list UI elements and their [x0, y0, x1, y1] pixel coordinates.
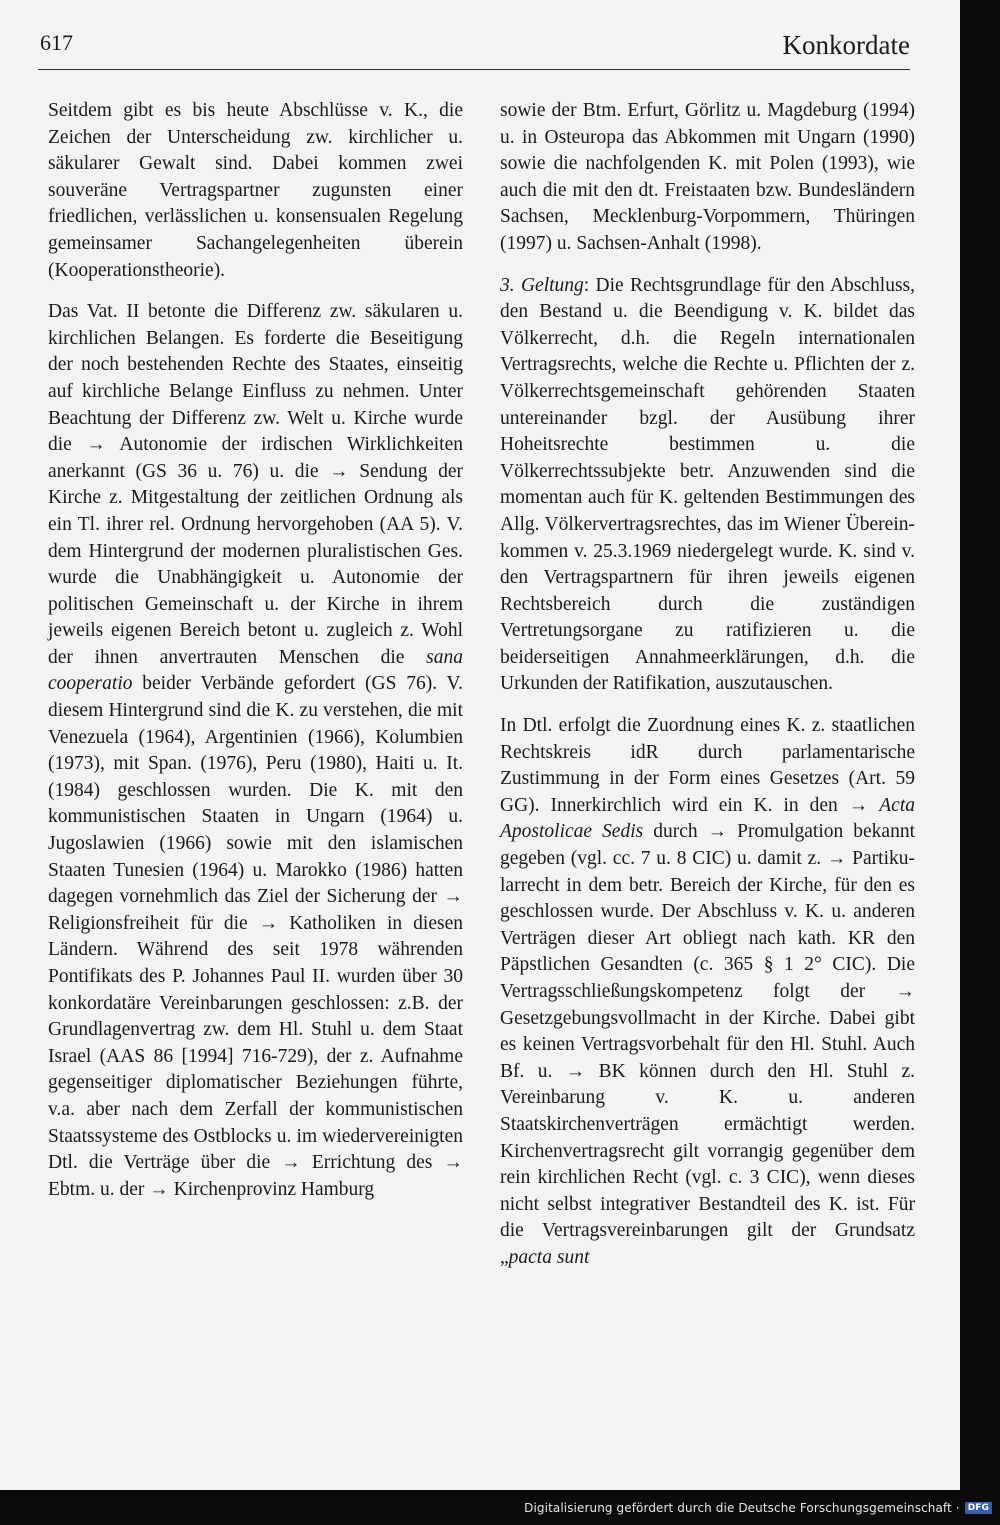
credit-text: Digitalisierung gefördert durch die Deutsche Forschungsgemeinschaft ·	[524, 1501, 960, 1515]
paragraph: Seitdem gibt es bis heute Abschlüsse v. K., die Zeichen der Unterscheidung zw. kirchlicher u. säkularer Gewalt sind. Dabei kommen zwei souveräne Vertragspartner zugunsten einer friedlichen, verlässlichen u. konsensualen Regelung gemeinsamer Sachangelegenheiten überein (Kooperationstheorie).	[48, 100, 463, 281]
running-title: Konkordate	[782, 30, 910, 60]
right-column	[500, 98, 915, 1287]
paragraph: Das Vat. II betonte die Differenz zw. säkularen u. kirchlichen Belangen. Es forderte die Beseitigung der noch bestehenden Rechte des Staates, einseitig auf kirchliche Belange Einfluss zu nehmen. Unter Beachtung der Differenz zw. Welt u. Kirche wurde die → Autonomie der irdischen Wirklichkeiten anerkannt (GS 36 u. 76) u. die → Sendung der Kirche z. Mitgestaltung der zeitlichen Ordnung als ein Tl. ihrer rel. Ordnung hervorgehoben (AA 5). V. dem Hintergrund der modernen pluralistischen Ges. wurde die Unabhängigkeit u. Autonomie der politischen Gemeinschaft u. der Kirche in ihrem jeweils eigenen Bereich betont u. zugleich z. Wohl der ihnen anvertrauten Menschen die sana cooperatio beider Verbände gefordert (GS 76). V. diesem Hintergrund sind die K. zu verstehen, die mit Venezuela (1964), Argentinien (1966), Kolumbien (1973), mit Span. (1976), Peru (1980), Haiti u. It. (1984) geschlossen wurden. Die K. mit den kommunistischen Staaten in Ungarn (1964) u. Jugoslawien (1966) sowie mit den islamischen Staaten Tunesien (1964) u. Marokko (1986) hatten dagegen vornehmlich das Ziel der Sicherung der → Religionsfreiheit für die → Katholiken in diesen Ländern. Während des seit 1978 währenden Pontifikats des P. Johannes Paul II. wurden über 30 konkordatäre Vereinbarungen geschlossen: z.B. der Grundlagenvertrag zw. dem Hl. Stuhl u. dem Staat Israel (AAS 86 [1994] 716-729), der z. Aufnahme gegenseitiger diplomatischer Beziehungen führte, v.a. aber nach dem Zerfall der kommunistischen Staatssysteme des Ostblocks u. im wiedervereinigten Dtl. die Verträge über die → Errichtung des → Ebtm. u. der → Kirchenprovinz Hamburg	[48, 301, 463, 1200]
page-number: 617	[40, 30, 73, 55]
paragraph: sowie der Btm. Erfurt, Görlitz u. Magdeburg (1994) u. in Osteuropa das Abkommen mit Ungarn (1990) sowie die nachfolgenden K. mit Polen (1993), wie auch die mit den dt. Freistaaten bzw. Bundesländern Sachsen, Mecklenburg-Vorpommern, Thüringen (1997) u. Sachsen-Anhalt (1998).	[500, 100, 915, 254]
digitization-credit	[524, 1501, 992, 1515]
paragraph: In Dtl. erfolgt die Zuordnung eines K. z. staatlichen Rechtskreis idR durch parlamentarische Zustimmung in der Form eines Gesetzes (Art. 59 GG). Innerkirchlich wird ein K. in den → Acta Apostolicae Sedis durch → Promulgation bekannt gegeben (vgl. cc. 7 u. 8 CIC) u. damit z. → Partikularrecht in dem betr. Bereich der Kirche, für den es geschlossen wurde. Der Abschluss v. K. u. anderen Verträgen dieser Art obliegt nach kath. KR den Päpstlichen Gesandten (c. 365 § 1 2° CIC). Die Vertragsschließungskompetenz folgt der → Gesetzgebungsvollmacht in der Kirche. Dabei gibt es keinen Vertragsvorbehalt für den Hl. Stuhl. Auch Bf. u. → BK können durch den Hl. Stuhl z. Vereinbarung v. K. u. anderen Staatskirchenverträgen ermächtigt werden. Kirchenvertragsrecht gilt vorrangig gegenüber dem rein kirchlichen Recht (vgl. c. 3 CIC), wenn dieses nicht selbst integrativer Bestandteil des K. ist. Für die Vertragsvereinbarungen gilt der Grundsatz „pacta sunt	[500, 715, 915, 1268]
paragraph: 3. Geltung: Die Rechtsgrundlage für den Abschluss, den Bestand u. die Beendigung v. K. bildet das Völkerrecht, d.h. die Regeln internationalen Vertragsrechts, welche die Rechte u. Pflichten der z. Völkerrechtsgemeinschaft gehörenden Staaten untereinander bzgl. der Ausübung ihrer Hoheitsrechte bestimmen u. die Völkerrechtssubjekte betr. Anzuwenden sind die momentan auch für K. geltenden Bestimmungen des Allg. Völkervertragsrechtes, das im Wiener Übereinkommen v. 25.3.1969 niedergelegt wurde. K. sind v. den Vertragspartnern für ihren jeweils eigenen Rechtsbereich durch die zuständigen Vertretungsorgane zu ratifizieren u. die beiderseitigen Annahmeerklärungen, d.h. die Urkunden der Ratifikation, auszutauschen.	[500, 274, 915, 695]
dfg-logo-icon: DFG	[965, 1502, 992, 1514]
header-rule	[38, 69, 910, 70]
left-column	[48, 98, 463, 1218]
